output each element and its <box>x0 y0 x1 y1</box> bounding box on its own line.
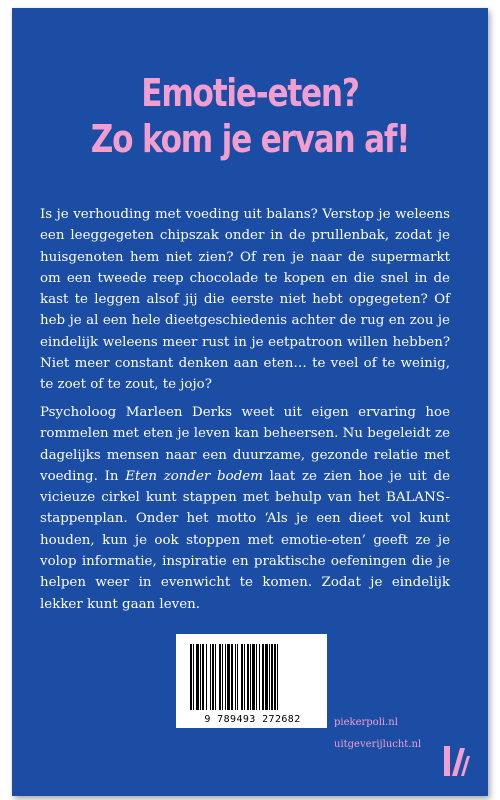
barcode-bar <box>271 644 273 710</box>
website-list <box>334 712 421 756</box>
barcode-icon <box>190 644 313 710</box>
barcode-bar <box>277 644 278 710</box>
barcode-bar <box>227 644 230 710</box>
barcode-bar <box>269 644 270 710</box>
barcode-bar <box>210 644 211 710</box>
barcode-bar <box>212 644 214 710</box>
isbn-digits: 9 789493 272682 <box>204 714 301 725</box>
barcode-bar <box>265 644 268 710</box>
barcode-bar <box>259 644 260 710</box>
barcode-bar <box>235 644 236 710</box>
barcode-bar <box>219 644 221 710</box>
headline <box>55 70 445 162</box>
book-back-cover <box>12 8 488 796</box>
blurb-paragraph-2 <box>40 402 450 615</box>
headline-line-1: Emotie-eten? <box>141 71 359 115</box>
website-uitgeverijlucht: uitgeverijlucht.nl <box>334 739 422 750</box>
barcode-bar <box>262 644 264 710</box>
headline-line-2: Zo kom je ervan af! <box>90 117 410 161</box>
barcode-bar <box>222 644 223 710</box>
barcode-bar <box>247 644 249 710</box>
blurb-paragraph-2-intro: Psycholoog Marleen Derks weet uit eigen ervaring hoe rommelen met eten je leven kan beheersen. Nu begeleidt ze dagelijks mensen naar een duurzame, gezonde relatie met voeding. In <box>40 405 450 484</box>
barcode-bar <box>200 644 201 710</box>
barcode-bar <box>250 644 251 710</box>
blurb-paragraph-2-rest: laat ze zien hoe je uit de vicieuze cirkel kunt stappen met behulp van het BALANS-stappenplan. Onder het motto ‘Als je een dieet vol kunt houden, kun je ook stoppen met emotie-eten’ geeft ze je volop informatie, inspiratie en praktische oefeningen die je helpen weer in evenwicht te komen. Zodat je eindelijk lekker kunt gaan leven. <box>40 468 450 612</box>
barcode-bar <box>252 644 255 710</box>
publisher-logo-icon <box>442 744 472 783</box>
barcode-bar <box>215 644 216 710</box>
barcode-bar <box>193 644 194 710</box>
barcode-bar <box>190 644 192 710</box>
barcode-bar <box>231 644 233 710</box>
barcode-bar <box>202 644 204 710</box>
barcode-bar <box>244 644 245 710</box>
barcode-bar <box>237 644 238 710</box>
barcode-bar <box>196 644 199 710</box>
book-title-mention: Eten zonder bodem <box>125 468 263 484</box>
barcode-bar <box>274 644 276 710</box>
barcode-bar <box>241 644 243 710</box>
barcode-bar <box>225 644 226 710</box>
barcode-bar <box>256 644 257 710</box>
barcode-bar <box>206 644 207 710</box>
blurb-paragraph-1: Is je verhouding met voeding uit balans? Verstop je weleens een leeggegeten chipszak onder in de prullenbak, zodat je huisgenoten hem niet zien? Of ren je naar de supermarkt om een tweede reep chocolade te kopen en die snel in de kast te leggen alsof jij die eerste niet hebt opgegeten? Of heb je al een hele dieetgeschiedenis achter de rug en zou je eindelijk weleens meer rust in je eetpatroon willen hebben? Niet meer constant denken aan eten… te veel of te weinig, te zoet of te zout, te jojo? <box>40 207 450 393</box>
website-piekerpoli: piekerpoli.nl <box>334 717 398 728</box>
barcode <box>176 634 327 728</box>
